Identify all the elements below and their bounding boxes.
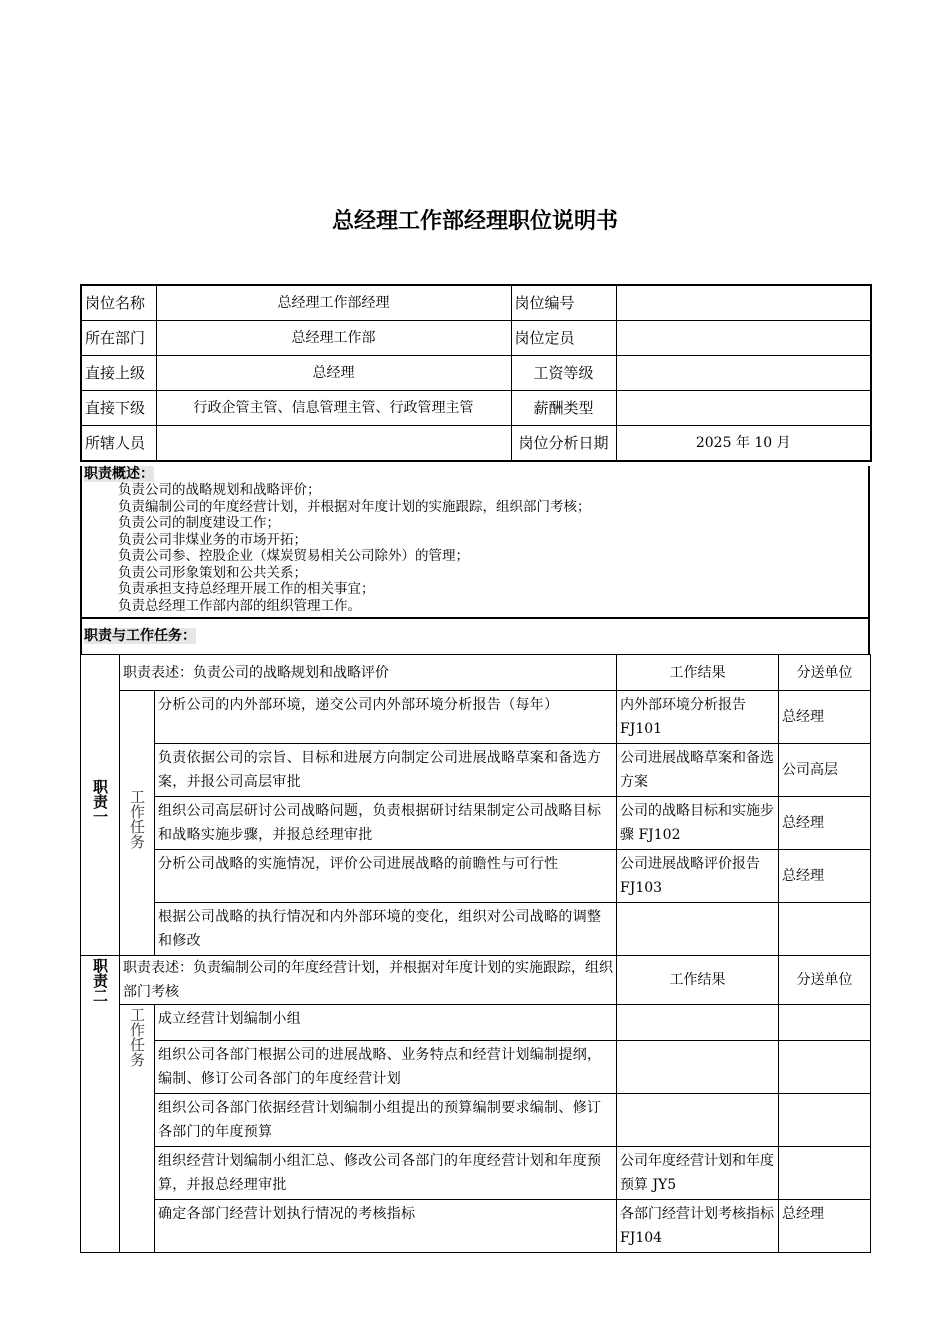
overview-item: 负责公司的战略规划和战略评价； [118,482,321,498]
duty-header-row [81,655,871,691]
overview-item: 负责公司的制度建设工作； [118,515,280,531]
task-text: 成立经营计划编制小组 [155,1005,617,1041]
task-row [81,903,871,956]
task-row [81,1041,871,1094]
task-row [81,691,871,744]
document-title: 总经理工作部经理职位说明书 [331,209,618,234]
info-label: 岗位定员 [511,321,616,356]
task-row [81,1200,871,1253]
task-dest: 总经理 [779,850,871,903]
duties-heading: 职责与工作任务： [84,628,196,644]
task-dest: 总经理 [779,797,871,850]
dest-header: 分送单位 [779,956,871,1005]
task-row [81,1147,871,1200]
task-row [81,797,871,850]
info-row [81,285,871,321]
info-value: 总经理工作部经理 [156,285,511,321]
result-header: 工作结果 [617,655,779,691]
info-row [81,391,871,426]
task-dest [779,1041,871,1094]
task-result [617,1005,779,1041]
info-label: 直接下级 [81,391,156,426]
duties-heading-section [80,619,870,654]
info-label: 岗位名称 [81,285,156,321]
info-value: 2025 年 10 月 [616,426,871,462]
task-row [81,1094,871,1147]
task-text: 组织经营计划编制小组汇总、修改公司各部门的年度经营计划和年度预算，并报总经理审批 [155,1147,617,1200]
task-result: 内外部环境分析报告 FJ101 [617,691,779,744]
duties-table [80,654,871,1253]
overview-item: 负责公司形象策划和公共关系； [118,564,307,581]
duty2-label: 职责二 [91,958,109,1003]
duty2-desc: 职责表述：负责编制公司的年度经营计划，并根据对年度计划的实施跟踪，组织部门考核 [120,956,617,1005]
task-result [617,1094,779,1147]
info-label: 直接上级 [81,356,156,391]
task-result [617,903,779,956]
task-dest: 公司高层 [779,744,871,797]
info-label: 所在部门 [81,321,156,356]
overview-item: 负责编制公司的年度经营计划，并根据对年度计划的实施跟踪，组织部门考核； [118,498,591,515]
basic-info-table [80,284,872,462]
task-row [81,744,871,797]
task-text: 分析公司的内外部环境，递交公司内外部环境分析报告（每年） [155,691,617,744]
info-row [81,426,871,462]
task-dest [779,1005,871,1041]
info-value: 行政企管主管、信息管理主管、行政管理主管 [156,391,511,426]
task-dest: 总经理 [779,691,871,744]
task-text: 根据公司战略的执行情况和内外部环境的变化，组织对公司战略的调整和修改 [155,903,617,956]
duty1-label: 职责一 [91,778,109,824]
overview-section [80,466,870,619]
info-value: 总经理工作部 [156,321,511,356]
task-dest [779,1147,871,1200]
info-label: 工资等级 [511,356,616,391]
overview-item: 负责承担支持总经理开展工作的相关事宜； [118,581,375,597]
task-text: 负责依据公司的宗旨、目标和进展方向制定公司进展战略草案和备选方案，并报公司高层审批 [155,744,617,797]
info-value [616,321,871,356]
info-value [156,426,511,462]
info-label: 岗位编号 [511,285,616,321]
info-row [81,321,871,356]
info-label: 岗位分析日期 [511,426,616,462]
info-row [81,356,871,391]
task-dest [779,1094,871,1147]
task-result: 公司的战略目标和实施步骤 FJ102 [617,797,779,850]
task-text: 确定各部门经营计划执行情况的考核指标 [155,1200,617,1253]
task-text: 组织公司各部门依据经营计划编制小组提出的预算编制要求编制、修订各部门的年度预算 [155,1094,617,1147]
task-result: 公司年度经营计划和年度预算 JY5 [617,1147,779,1200]
info-value [616,285,871,321]
task-row [81,850,871,903]
result-header: 工作结果 [617,956,779,1005]
task-result: 公司进展战略草案和备选方案 [617,744,779,797]
info-value [616,356,871,391]
task-text: 组织公司各部门根据公司的进展战略、业务特点和经营计划编制提纲，编制、修订公司各部门的年度经营计划 [155,1041,617,1094]
overview-heading: 职责概述： [84,466,154,482]
task-text: 分析公司战略的实施情况，评价公司进展战略的前瞻性与可行性 [155,850,617,903]
task-dest: 总经理 [779,1200,871,1253]
task-result: 各部门经营计划考核指标 FJ104 [617,1200,779,1253]
info-label: 所辖人员 [81,426,156,462]
task-row [81,1005,871,1041]
duty2-task-label: 工作任务 [128,1007,146,1067]
task-dest [779,903,871,956]
info-value: 总经理 [156,356,511,391]
overview-item: 负责总经理工作部内部的组织管理工作。 [118,597,361,614]
duty-header-row [81,956,871,1005]
overview-item: 负责公司非煤业务的市场开拓； [118,531,307,548]
duty1-task-label: 工作任务 [128,789,146,849]
info-value [616,391,871,426]
task-result [617,1041,779,1094]
overview-item: 负责公司参、控股企业（煤炭贸易相关公司除外）的管理； [118,548,469,564]
task-text: 组织公司高层研讨公司战略问题，负责根据研讨结果制定公司战略目标和战略实施步骤，并报总经理审批 [155,797,617,850]
duty1-desc: 职责表述：负责公司的战略规划和战略评价 [120,655,617,691]
dest-header: 分送单位 [779,655,871,691]
info-label: 薪酬类型 [511,391,616,426]
task-result: 公司进展战略评价报告 FJ103 [617,850,779,903]
